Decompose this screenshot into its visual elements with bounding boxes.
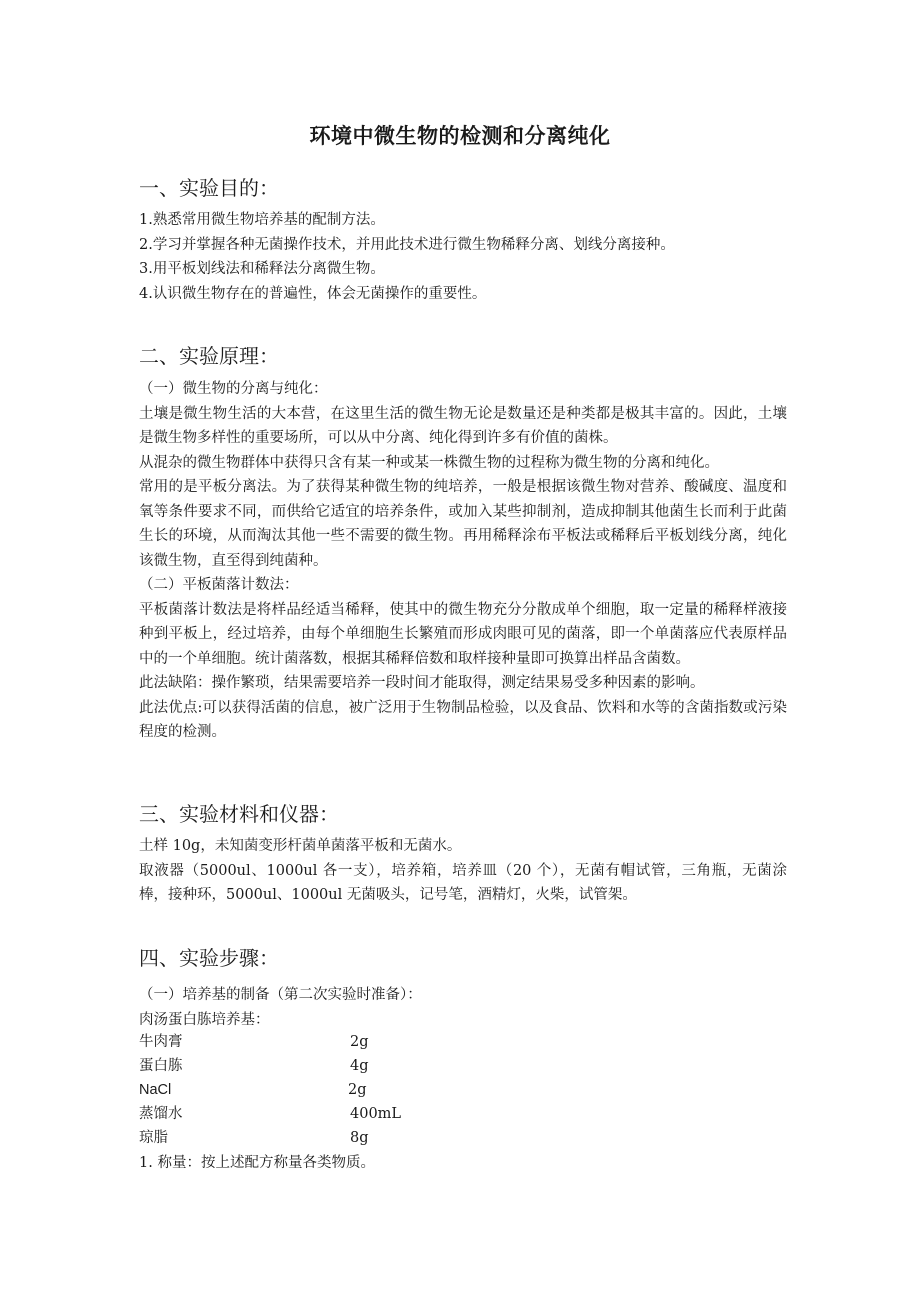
section3-body (139, 834, 787, 908)
paragraph: 土样 10g，未知菌变形杆菌单菌落平板和无菌水。 (139, 838, 462, 854)
ingredient-amount: 2g (350, 1034, 369, 1050)
ingredient-name: 牛肉膏 (139, 1034, 183, 1050)
paragraph: 此法优点:可以获得活菌的信息，被广泛用于生物制品检验，以及食品、饮料和水等的含菌指数或污染程度的检测。 (139, 699, 787, 740)
list-item: 1.熟悉常用微生物培养基的配制方法。 (139, 212, 385, 228)
ingredient-name: 蛋白胨 (139, 1058, 183, 1074)
ingredient-row (139, 1030, 369, 1054)
ingredient-name: 琼脂 (139, 1130, 168, 1146)
ingredient-row (139, 1078, 367, 1102)
list-item: 3.用平板划线法和稀释法分离微生物。 (139, 261, 385, 277)
list-item: 4.认识微生物存在的普遍性，体会无菌操作的重要性。 (139, 285, 487, 302)
subheading: （一）培养基的制备（第二次实验时准备）： (139, 987, 422, 1003)
ingredient-row (139, 1054, 369, 1078)
section1-heading: 一、实验目的： (139, 176, 279, 200)
section4-intro (139, 983, 787, 1032)
step-1: 1. 称量：按上述配方称量各类物质。 (139, 1155, 375, 1171)
list-item: 2.学习并掌握各种无菌操作技术，并用此技术进行微生物稀释分离、划线分离接种。 (139, 236, 675, 253)
section4-heading: 四、实验步骤： (139, 946, 279, 970)
ingredient-amount: 8g (350, 1130, 369, 1146)
paragraph: 平板菌落计数法是将样品经适当稀释，使其中的微生物充分分散成单个细胞，取一定量的稀释样液接种到平板上，经过培养，由每个单细胞生长繁殖而形成肉眼可见的菌落，即一个单菌落应代表原样品中的一个单细胞。统计菌落数，根据其稀释倍数和取样接种量即可换算出样品含菌数。 (139, 601, 787, 667)
section2-body (139, 377, 787, 745)
section3-heading: 三、实验材料和仪器： (139, 802, 339, 826)
paragraph: 常用的是平板分离法。为了获得某种微生物的纯培养，一般是根据该微生物对营养、酸碱度、温度和氧等条件要求不同，而供给它适宜的培养条件，或加入某些抑制剂，造成抑制其他菌生长而利于此菌生长的环境，从而淘汰其他一些不需要的微生物。再用稀释涂布平板法或稀释后平板划线分离，纯化该微生物，直至得到纯菌种。 (139, 479, 787, 569)
ingredient-row (139, 1102, 402, 1126)
section1-list (139, 208, 787, 306)
ingredient-amount: 4g (350, 1058, 369, 1074)
document-title: 环境中微生物的检测和分离纯化 (309, 123, 611, 148)
paragraph: 土壤是微生物生活的大本营，在这里生活的微生物无论是数量还是种类都是极其丰富的。因此，土壤是微生物多样性的重要场所，可以从中分离、纯化得到许多有价值的菌株。 (139, 405, 787, 446)
paragraph: 取液器（5000ul、1000ul 各一支），培养箱，培养皿（20 个），无菌有帽试管，三角瓶，无菌涂棒，接种环，5000ul、1000ul 无菌吸头，记号笔，酒精灯，火柴，试管架。 (139, 862, 787, 903)
ingredient-name: NaCl (139, 1082, 172, 1098)
ingredient-amount: 400mL (350, 1106, 402, 1122)
paragraph: 此法缺陷：操作繁琐，结果需要培养一段时间才能取得，测定结果易受多种因素的影响。 (139, 675, 705, 691)
section2-heading: 二、实验原理： (139, 344, 279, 368)
ingredient-name: 蒸馏水 (139, 1106, 183, 1122)
medium-name: 肉汤蛋白胨培养基： (139, 1011, 270, 1028)
ingredient-amount: 2g (348, 1082, 367, 1098)
subheading: （一）微生物的分离与纯化： (139, 381, 328, 397)
ingredient-row (139, 1126, 369, 1150)
paragraph: 从混杂的微生物群体中获得只含有某一种或某一株微生物的过程称为微生物的分离和纯化。 (139, 454, 719, 471)
subheading: （二）平板菌落计数法： (139, 577, 299, 593)
